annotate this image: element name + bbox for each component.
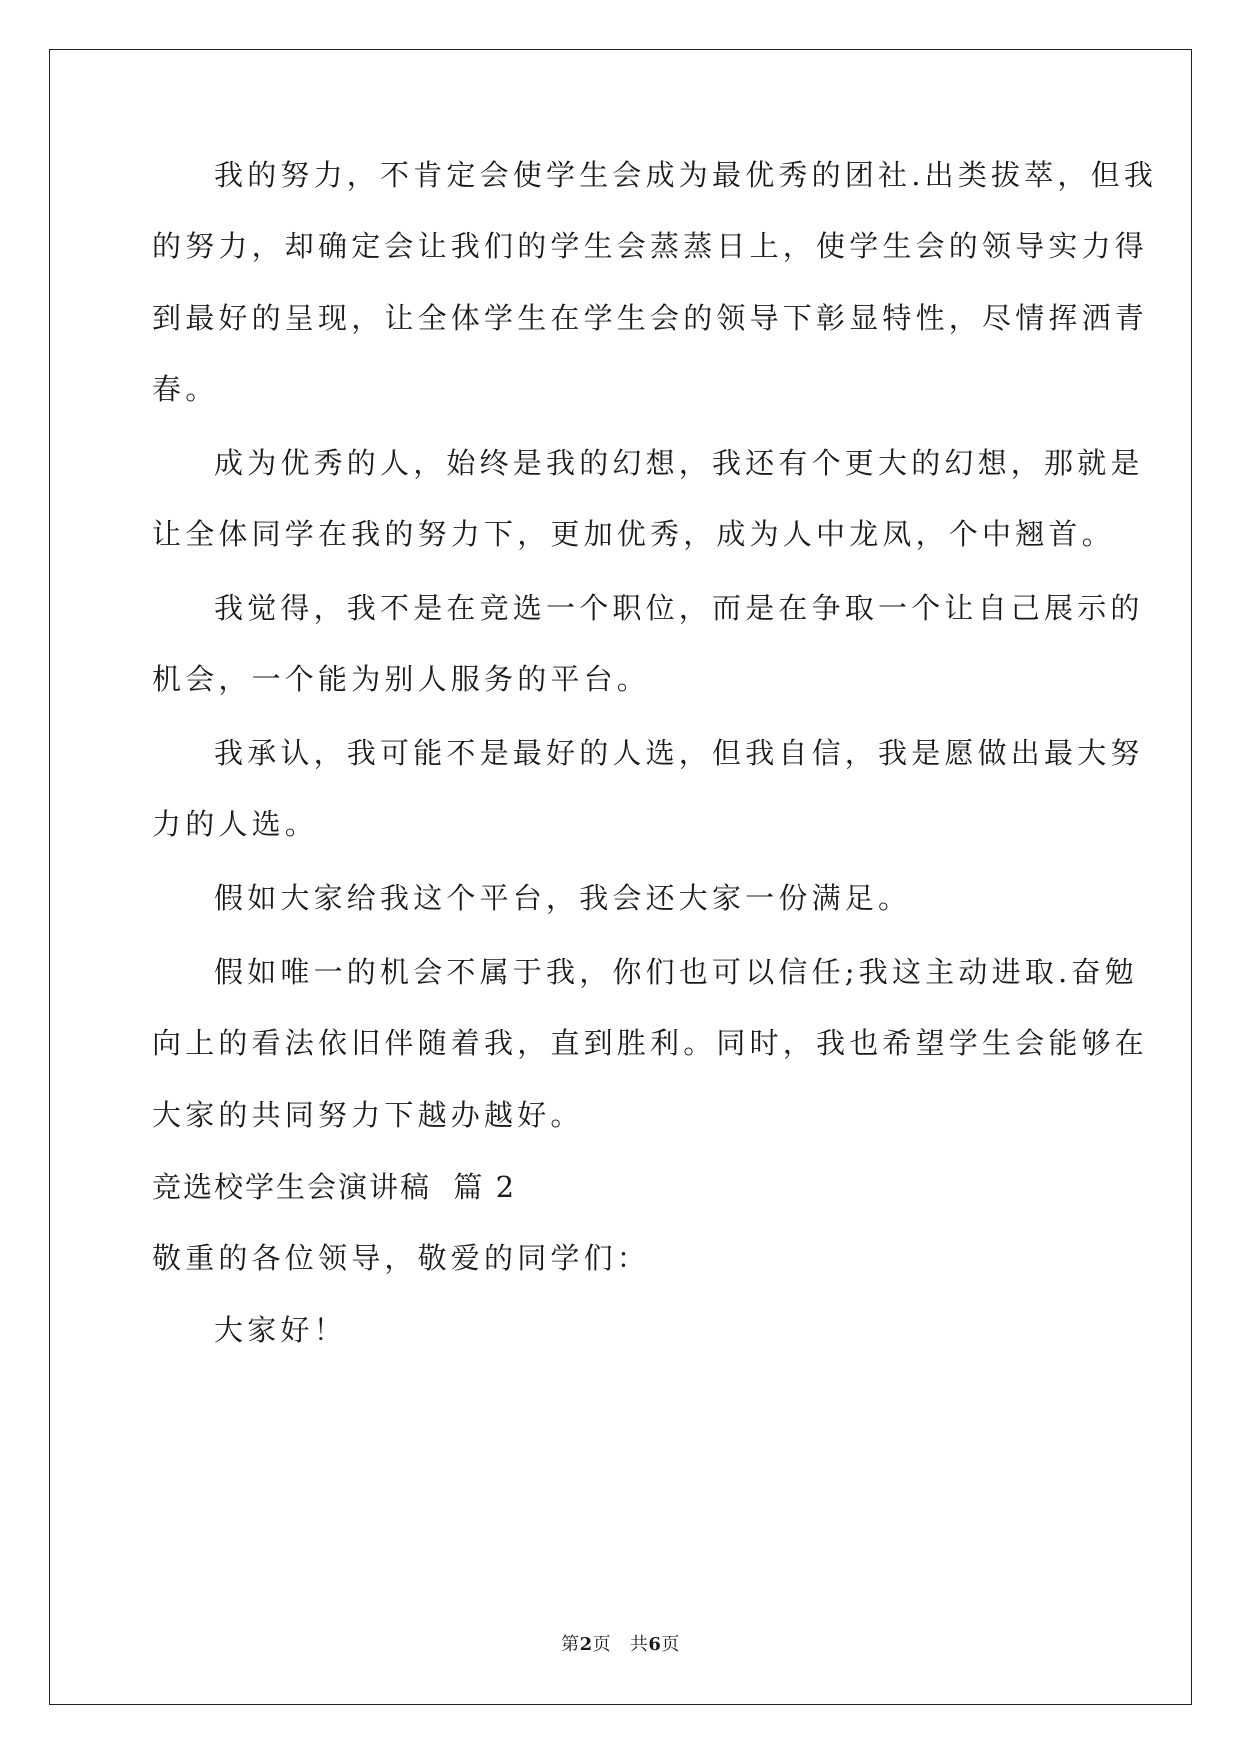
paragraph-4-line-2: 力的人选。: [152, 807, 319, 841]
paragraph-1-line-1: 我的努力，不肯定会使学生会成为最优秀的团社.出类拔萃，但我: [214, 158, 1158, 192]
paragraph-1-line-2: 的努力，却确定会让我们的学生会蒸蒸日上，使学生会的领导实力得: [152, 229, 1149, 263]
page-number-footer: [0, 1630, 1241, 1656]
paragraph-6-line-3: 大家的共同努力下越办越好。: [152, 1098, 584, 1132]
section-title: 竞选校学生会演讲稿 篇 2: [152, 1170, 517, 1204]
paragraph-4-line-1: 我承认，我可能不是最好的人选，但我自信，我是愿做出最大努: [214, 736, 1144, 770]
paragraph-2-line-2: 让全体同学在我的努力下，更加优秀，成为人中龙凤，个中翘首。: [152, 517, 1115, 551]
paragraph-1-line-4: 春。: [152, 372, 219, 406]
paragraph-3-line-1: 我觉得，我不是在竞选一个职位，而是在争取一个让自己展示的: [214, 591, 1144, 625]
paragraph-3-line-2: 机会，一个能为别人服务的平台。: [152, 662, 651, 696]
paragraph-5-line-1: 假如大家给我这个平台，我会还大家一份满足。: [214, 881, 912, 915]
footer-page-current: 2: [579, 1634, 593, 1655]
footer-page-suffix: 页: [661, 1634, 680, 1655]
footer-page-mid: 页 共: [592, 1634, 649, 1655]
paragraph-6-line-1: 假如唯一的机会不属于我，你们也可以信任;我这主动进取.奋勉: [214, 955, 1138, 989]
salutation: 敬重的各位领导，敬爱的同学们：: [152, 1241, 651, 1275]
paragraph-6-line-2: 向上的看法依旧伴随着我，直到胜利。同时，我也希望学生会能够在: [152, 1026, 1149, 1060]
paragraph-1-line-3: 到最好的呈现，让全体学生在学生会的领导下彰显特性，尽情挥洒青: [152, 301, 1149, 335]
paragraph-2-line-1: 成为优秀的人，始终是我的幻想，我还有个更大的幻想，那就是: [214, 446, 1144, 480]
greeting: 大家好！: [214, 1313, 347, 1347]
footer-page-prefix: 第: [561, 1634, 580, 1655]
footer-page-total: 6: [648, 1634, 662, 1655]
